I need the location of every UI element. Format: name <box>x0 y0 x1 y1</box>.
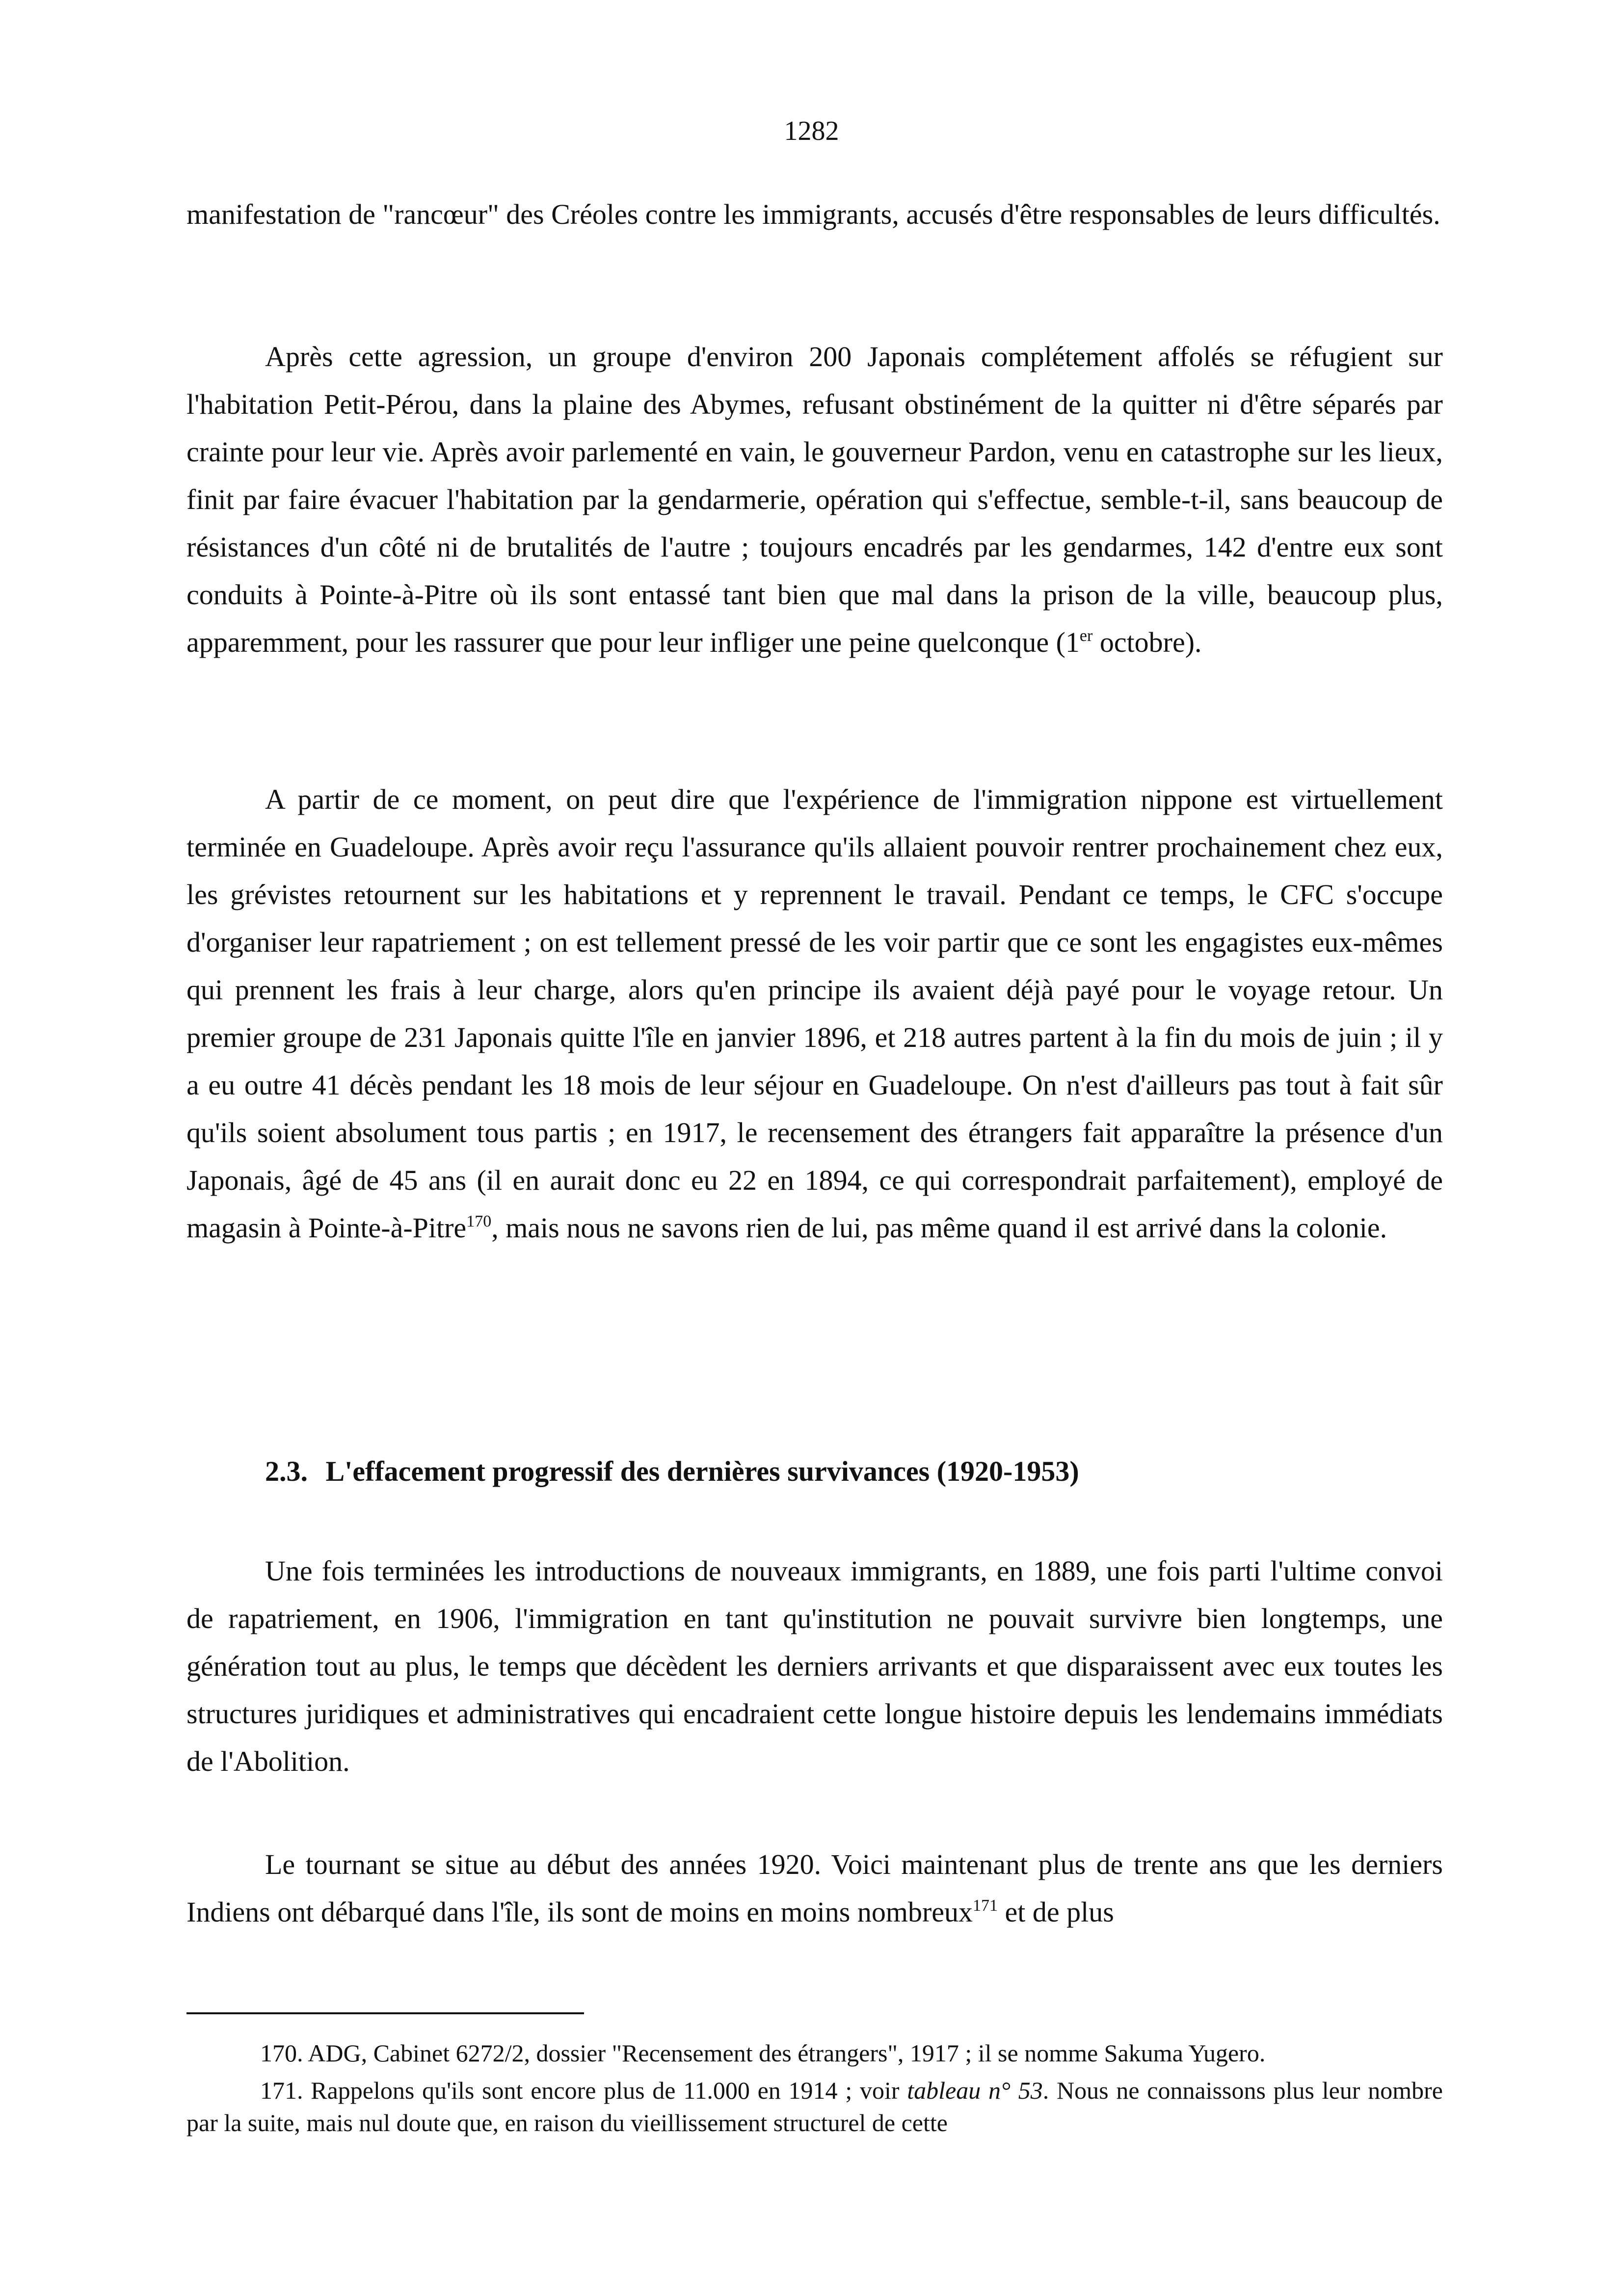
footnote-ref-170: 170 <box>466 1212 492 1230</box>
footnote-171: 171. Rappelons qu'ils sont encore plus de 11.000 en 1914 ; voir tableau n° 53. Nous ne connaissons plus leur nombre par la suite, mais nul doute que, en raison du vieillissement structurel de cette <box>186 2077 1443 2136</box>
paragraph-1 <box>186 190 1443 238</box>
superscript-er: er <box>1079 627 1093 645</box>
footnotes <box>186 2037 1443 2139</box>
footnote-171-table-ref: tableau n° 53 <box>907 2077 1043 2104</box>
paragraph-3-text: A partir de ce moment, on peut dire que l'expérience de l'immigration nippone est virtuellement terminée en Guadeloupe. Après avoir reçu l'assurance qu'ils allaient pouvoir rentrer prochainement chez eux, les grévistes retournent sur les habitations et y reprennent le travail. Pendant ce temps, le CFC s'occupe d'organiser leur rapatriement ; on est tellement pressé de les voir partir que ce sont les engagistes eux-mêmes qui prennent les frais à leur charge, alors qu'en principe ils avaient déjà payé pour le voyage retour. Un premier groupe de 231 Japonais quitte l'île en janvier 1896, et 218 autres partent à la fin du mois de juin ; il y a eu outre 41 décès pendant les 18 mois de leur séjour en Guadeloupe. On n'est d'ailleurs pas tout à fait sûr qu'ils soient absolument tous partis ; en 1917, le recensement des étrangers fait apparaître la présence d'un Japonais, âgé de 45 ans (il en aurait donc eu 22 en 1894, ce qui correspondrait parfaitement), employé de magasin à Pointe-à-Pitre <box>186 783 1443 1244</box>
footnote-rule <box>186 2012 584 2014</box>
paragraph-4 <box>186 1547 1443 1785</box>
footnote-ref-171: 171 <box>973 1896 998 1915</box>
paragraph-1-text: manifestation de "rancœur" des Créoles contre les immigrants, accusés d'être responsables de leurs difficultés. <box>186 198 1440 230</box>
section-heading <box>265 1452 1079 1491</box>
paragraph-2 <box>186 333 1443 666</box>
paragraph-5 <box>186 1841 1443 1936</box>
paragraph-2-text: Après cette agression, un groupe d'environ 200 Japonais complétement affolés se réfugient sur l'habitation Petit-Pérou, dans la plaine des Abymes, refusant obstinément de la quitter ni d'être séparés par crainte pour leur vie. Après avoir parlementé en vain, le gouverneur Pardon, venu en catastrophe sur les lieux, finit par faire évacuer l'habitation par la gendarmerie, opération qui s'effectue, semble-t-il, sans beaucoup de résistances d'un côté ni de brutalités de l'autre ; toujours encadrés par les gendarmes, 142 d'entre eux sont conduits à Pointe-à-Pitre où ils sont entassé tant bien que mal dans la prison de la ville, beaucoup plus, apparemment, pour les rassurer que pour leur infliger une peine quelconque (1 <box>186 341 1443 658</box>
page-number: 1282 <box>784 116 839 146</box>
paragraph-2-end: octobre). <box>1092 626 1202 658</box>
paragraph-5-end: et de plus <box>998 1896 1114 1928</box>
paragraph-3-end: , mais nous ne savons rien de lui, pas même quand il est arrivé dans la colonie. <box>491 1212 1387 1244</box>
paragraph-4-text: Une fois terminées les introductions de nouveaux immigrants, en 1889, une fois parti l'ultime convoi de rapatriement, en 1906, l'immigration en tant qu'institution ne pouvait survivre bien longtemps, une génération tout au plus, le temps que décèdent les derniers arrivants et que disparaissent avec eux toutes les structures juridiques et administratives qui encadraient cette longue histoire depuis les lendemains immédiats de l'Abolition. <box>186 1555 1443 1777</box>
paragraph-3 <box>186 775 1443 1252</box>
footnote-170: 170. ADG, Cabinet 6272/2, dossier "Recensement des étrangers", 1917 ; il se nomme Sakuma Yugero. <box>260 2039 1266 2067</box>
section-title: L'effacement progressif des dernières survivances (1920-1953) <box>325 1455 1079 1487</box>
paragraph-5-text: Le tournant se situe au début des années 1920. Voici maintenant plus de trente ans que les derniers Indiens ont débarqué dans l'île, ils sont de moins en moins nombreux <box>186 1848 1443 1928</box>
section-number: 2.3. <box>265 1455 308 1487</box>
